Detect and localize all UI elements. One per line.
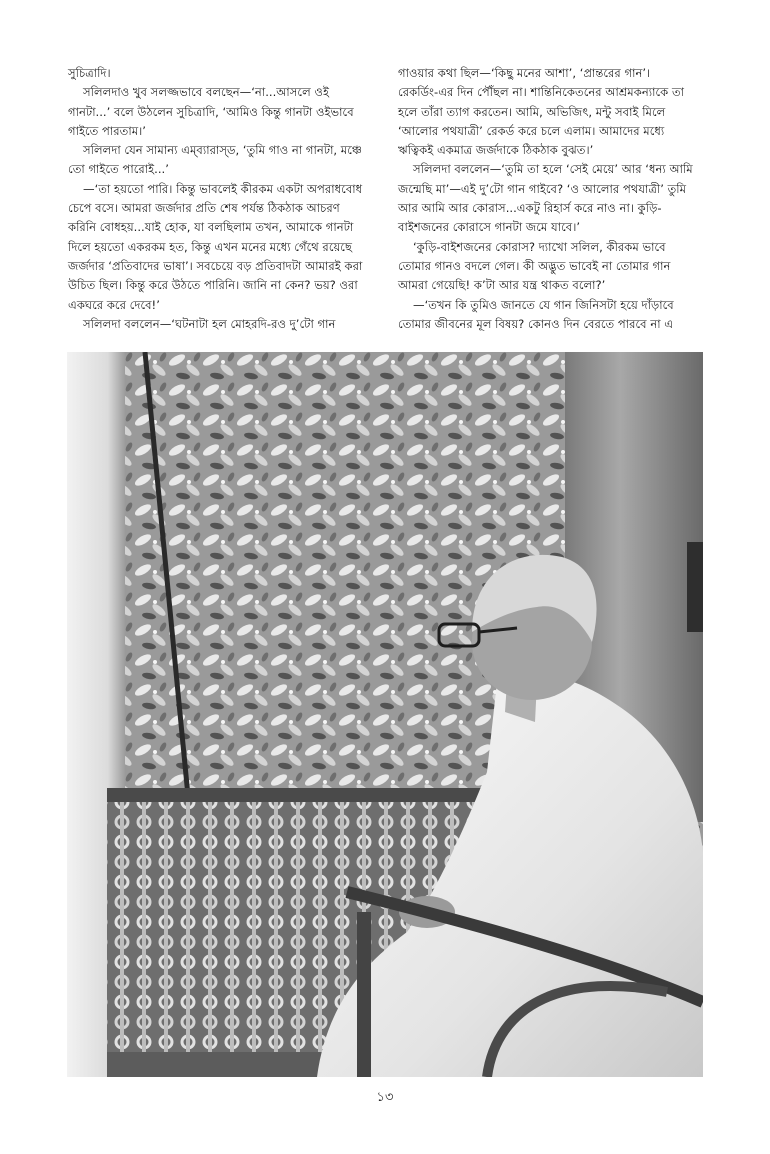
paragraph: গাওয়ার কথা ছিল—‘কিছু মনের আশা’, ‘প্রান্তরের গান’। রেকর্ডিং-এর দিন পৌঁছল না। শান্তিনিকেতনের আশ্রমকন্যাকে তা হলে তাঁরা ত্যাগ করতেন। আমি, অভিজিৎ, মন্টু সবাই মিলে ‘আলোর পথযাত্রী’ রেকর্ড করে চলে এলাম। আমাদের মধ্যে ঋত্বিকই একমাত্র জর্জদাকে ঠিকঠাক বুঝত।’ [398, 66, 685, 158]
paragraph: সুচিত্রাদি। [68, 66, 111, 80]
left-text-column [68, 64, 364, 334]
paragraph: সলিলদাও খুব সলজ্জভাবে বলছেন—‘না...আসলে ওই গানটা...’ বলে উঠলেন সুচিত্রাদি, ‘আমিও কিন্তু গানটা ওইভাবে গাইতে পারতাম।’ [68, 85, 354, 138]
paragraph: —‘তখন কি তুমিও জানতে যে গান জিনিসটা হয়ে দাঁড়াবে তোমার জীবনের মূল বিষয়? কোনও দিন বেরতে পারবে না এ [398, 297, 674, 331]
page-number: ১৩ [376, 1090, 394, 1105]
paragraph: ‘কুড়ি-বাইশজনের কোরাস? দ্যাখো সলিল, কীরকম ভাবে তোমার গানও বদলে গেল। কী অদ্ভুত ভাবেই না তোমার গান আমরা গেয়েছি! ক’টা আর যন্ত্র থাকত বলো?’ [398, 239, 671, 293]
photograph [67, 352, 703, 1077]
paragraph: সলিলদা বললেন—‘তুমি তা হলে ‘সেই মেয়ে’ আর ‘ধন্য আমি জন্মেছি মা’—এই দু’টো গান গাইবে? ‘ও আলোর পথযাত্রী’ তুমি আর আমি আর কোরাস...একটু রিহার্স করে নাও না। কুড়ি-বাইশজনের কোরাসে গানটা জমে যাবে।’ [398, 162, 693, 235]
paragraph: সলিলদা বললেন—‘ঘটনাটা হল মোহরদি-রও দু’টো গান [83, 316, 336, 331]
right-text-column [398, 64, 694, 334]
paragraph: —‘তা হয়তো পারি। কিন্তু ভাবলেই কীরকম একটা অপরাধবোধ চেপে বসে। আমরা জর্জদার প্রতি শেষ পর্যন্ত ঠিকঠাক আচরণ করিনি বোধহয়...যাই হোক, যা বলছিলাম তখন, আমাকে গানটা দিলে হয়তো একরকম হত, কিন্তু এখন মনের মধ্যে গেঁথে রয়েছে জর্জদার ‘প্রতিবাদের ভাষা’। সবচেয়ে বড় প্রতিবাদটা আমারই করা উচিত ছিল। কিন্তু করে উঠতে পারিনি। জানি না কেন? ভয়? ওরা একঘরে করে দেবে!’ [68, 181, 363, 312]
photo-illustration [67, 352, 703, 1077]
paragraph: সলিলদা যেন সামান্য এম্‌ব্যারাস্‌ড, ‘তুমি গাও না গানটা, মঞ্চে তো গাইতে পারোই...’ [68, 143, 363, 177]
